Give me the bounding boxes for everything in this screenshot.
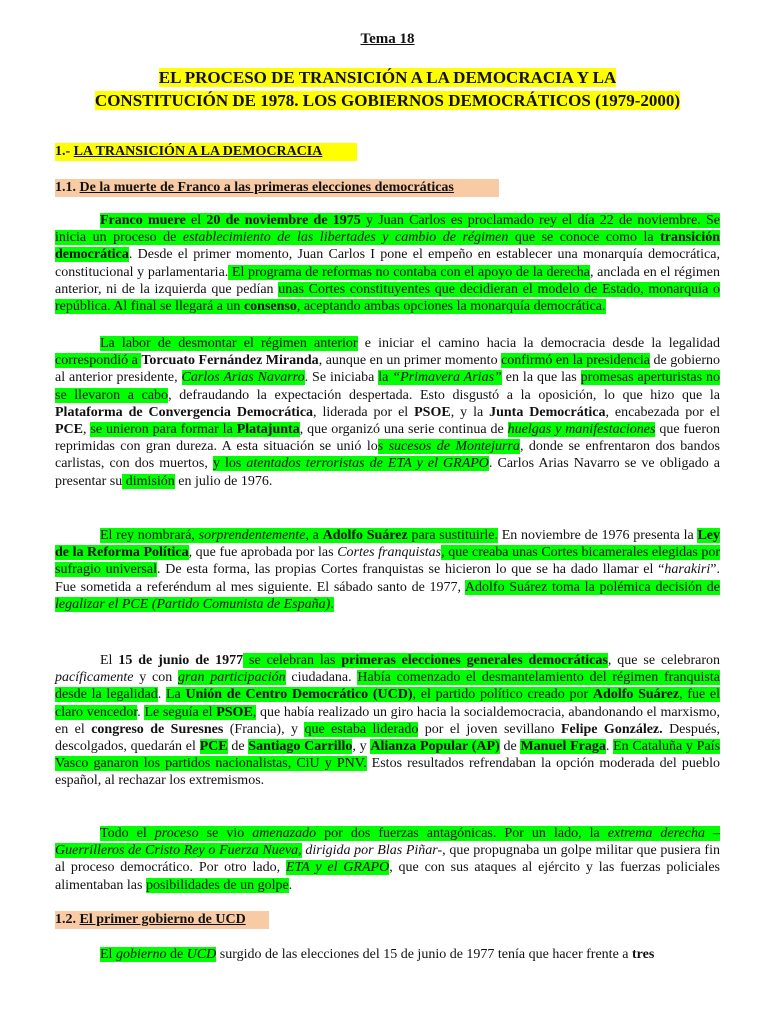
text-run: “Primavera Arias” [392,370,502,386]
text-run: . [288,877,293,893]
text-run: ciudadana. [285,670,358,686]
section-1-2-title: El primer gobierno de UCD [79,912,246,927]
text-run [378,439,520,454]
text-run: para sustituirle. [407,528,498,543]
tema-heading: Tema 18 [360,31,415,47]
text-run: , donde se enfrentaron dos bandos carlistas, con dos muertos, [55,439,720,472]
text-run [100,947,216,962]
text-run: , que fue aprobada por las [188,545,338,561]
text-run: Felipe González. [560,721,663,737]
text-run: La labor de desmontar el régimen anterior [100,336,358,351]
text-run: en julio de 1976. [174,473,273,489]
text-run: 15 de junio de 1977 [118,653,244,668]
text-run: gobierno [115,947,167,962]
paragraph-4 [55,652,720,790]
text-run [378,370,502,385]
text-run: Carlos Arias Navarro [181,370,305,386]
text-run: de gobierno al anterior presidente, [55,353,720,386]
text-run: En Cataluña y País Vasco ganaron los partidos nacionalistas, CiU y PNV. [55,739,721,772]
text-run: . [157,687,166,703]
text-run: Unión de Centro Democrático (UCD) [185,687,413,703]
text-run: PSOE [414,404,451,420]
paragraph-6 [55,946,720,963]
text-run: Adolfo Suárez [322,528,408,543]
text-run: Torcuato Fernández Miranda [141,353,319,369]
text-run: , defraudando la expectación despertada. Esto disgustó a la oposición, lo que hizo que la [168,387,720,403]
main-title [55,66,720,112]
text-run: gran participación [178,670,286,686]
section-1-heading [55,143,357,161]
text-run: El [100,947,116,962]
text-run: 20 de noviembre de 1975 [206,213,361,228]
text-run: dimisión [122,473,175,489]
section-1-1-heading [55,179,499,197]
text-run: Adolfo Suárez toma la polémica decisión de [464,579,720,595]
text-run: . Desde el primer momento, Juan Carlos I pone el empeño en establecer una monarquía democrática, constitucional y parlamentaria. [55,247,720,280]
text-run: . Carlos Arias Navarro se ve obligado a presentar su [55,456,720,489]
text-run: se celebran las [243,653,342,668]
text-run: primeras elecciones generales democráticas [341,653,608,668]
text-run: que fueron reprimidas con gran dureza. A esta situación se unió lo [55,422,720,455]
text-run: harakiri [664,562,711,578]
text-run: PSOE [216,704,253,720]
text-run: la [378,370,393,386]
text-run: El rey nombrará, [100,528,199,543]
text-run: consenso [243,299,297,315]
text-run: por dos fuerzas antagónicas. Por un lado, la [316,826,608,841]
section-1-2-heading [55,911,269,929]
text-run: proceso [154,826,199,841]
text-run: Santiago Carrillo [248,739,353,755]
text-run [213,456,489,471]
text-run: (Francia), y [223,721,305,737]
text-run: , a [305,528,323,543]
main-title-line2: CONSTITUCIÓN DE 1978. LOS GOBIERNOS DEMOCRÁTICOS (1979-2000) [94,91,681,110]
text-run: promesas aperturistas no se llevaron a cabo [55,370,720,403]
text-run: posibilidades de un golpe [145,877,289,893]
text-run: dirigida por Blas Piñar- [301,843,443,859]
text-run: y los [212,456,247,472]
text-run: Todo el [100,826,155,841]
text-run: Franco muere [100,213,186,228]
text-run: ETA y el GRAPO [285,860,390,876]
section-1-2-number: 1.2. [55,912,76,927]
text-run: y Juan Carlos es proclamado rey el día 22 de noviembre. Se inicia un proceso de [55,213,721,246]
text-run: . [137,704,145,720]
paragraph-2 [55,335,720,490]
text-run: sorprendentemente [198,528,306,543]
text-run: y con [133,670,178,686]
text-run: Le seguía el [144,704,217,720]
text-run: UCD [186,947,217,962]
text-run: por el joven sevillano [418,721,561,737]
text-run: Había comenzado el desmantelamiento del régimen franquista desde la legalidad [55,670,720,703]
text-run: , que creaba unas Cortes bicamerales elegidas por sufragio universal [55,545,721,578]
text-run: , aceptando ambas opciones la monarquía democrática. [296,299,606,315]
text-run: se unieron para formar la [90,422,237,438]
section-1-title: LA TRANSICIÓN A LA DEMOCRACIA [73,144,323,159]
text-run: , aunque en un primer momento [318,353,502,369]
text-run: Alianza Popular (AP) [370,739,500,755]
text-run: , liderada por el [313,404,415,420]
text-run: que estaba liderado [304,721,419,737]
text-run: Manuel Fraga [520,739,606,755]
text-run: PCE [199,739,228,755]
section-1-1-title: De la muerte de Franco a las primeras elecciones democráticas [79,180,454,195]
text-run: En noviembre de 1976 presenta la [498,528,698,543]
text-run: e iniciar el camino hacia la democracia desde la legalidad [357,336,721,351]
text-run: tres [632,947,655,962]
text-run: , que organizó una serie continua de [299,422,508,438]
text-run: Ley de la Reforma Política [55,528,720,561]
text-run: unas Cortes constituyentes que decidieran el modelo de Estado, monarquía o república. Al final se llegará a un [55,281,720,315]
text-run: huelgas y manifestaciones [507,422,656,438]
text-run: confirmó en la presidencia [501,353,650,369]
text-run: extrema derecha – Guerrilleros de Cristo Rey o Fuerza Nueva, [55,826,720,859]
main-title-line1: EL PROCESO DE TRANSICIÓN A LA DEMOCRACIA Y LA [158,68,617,87]
text-run: se vio [198,826,253,841]
text-run: correspondió a [55,353,142,369]
text-run: El [100,653,119,668]
text-run: , [252,704,257,720]
text-run: . [330,596,334,612]
text-run: , que se celebraron [607,653,721,668]
text-run: El programa de reformas no contaba con el apoyo de la derecha [228,264,590,280]
text-run: Estos resultados refrendaban la opción moderada del pueblo español, al rechazar los extremismos. [55,756,720,789]
text-run: , anclada en el régimen anterior, ni de la izquierda que pedían [55,264,720,297]
section-1-number: 1.- [55,144,71,159]
section-1-1-number: 1.1. [55,180,76,195]
text-run: . De esta forma, las propias Cortes franquistas se hicieron lo que se ha dado llamar el “ [156,562,665,578]
text-run: PCE [55,422,83,438]
text-run: congreso de Suresnes [91,721,224,737]
text-run: atentados terroristas de ETA y el GRAPO [246,456,489,472]
text-run: , el partido político creado por [412,687,593,703]
text-run: que se conoce como la [508,230,661,246]
text-run: transición democrática [55,230,720,263]
text-run [90,422,299,437]
text-run: Después, descolgados, quedarán el [55,721,721,755]
text-run: surgido de las elecciones del 15 de junio de 1977 tenía que hacer frente a [216,947,632,962]
paragraph-5 [55,825,720,894]
text-run: Platajunta [236,422,300,438]
text-run: , que propugnaba un golpe militar que pusiera fin al proceso democrático. Por otro lado, [55,843,720,876]
text-run: Plataforma de Convergencia Democrática [55,404,314,420]
text-run: Junta Democrática [489,404,606,420]
paragraph-1 [55,212,720,315]
text-run: , que con sus ataques al ejército y las fuerzas policiales alimentaban las [55,860,720,893]
text-run: . [605,739,614,755]
text-run: La [165,687,186,703]
paragraph-3 [55,527,720,613]
text-run: s sucesos de Montejurra [377,439,520,455]
text-run: establecimiento de las libertades y cambio de régimen [182,230,509,246]
text-run: , y la [450,404,490,420]
text-run: de [166,947,187,962]
text-run: . Se iniciaba [304,370,379,386]
text-run: , y [352,739,371,755]
text-run [144,705,256,720]
text-run: legalizar el PCE (Partido Comunista de España) [55,596,331,612]
text-run: de [499,739,521,755]
text-run: , encabezada por el [605,404,721,420]
text-run: , fue el claro vencedor [55,687,720,720]
text-run [243,653,608,668]
text-run: , [83,422,91,438]
text-run: Cortes franquistas [337,545,442,561]
text-run: ”. Fue sometida a referéndum al mes siguiente. El sábado santo de 1977, [55,562,720,595]
text-run: Adolfo Suárez [592,687,680,703]
text-run: que había realizado un giro hacia la socialdemocracia, abandonando el marxismo, en el [55,704,721,737]
text-run: pacíficamente [55,670,134,686]
text-run: de [227,739,249,755]
text-run [100,528,498,543]
text-run: en la que las [501,370,581,386]
text-run: el [185,213,207,228]
text-run: amenazado [252,826,317,841]
